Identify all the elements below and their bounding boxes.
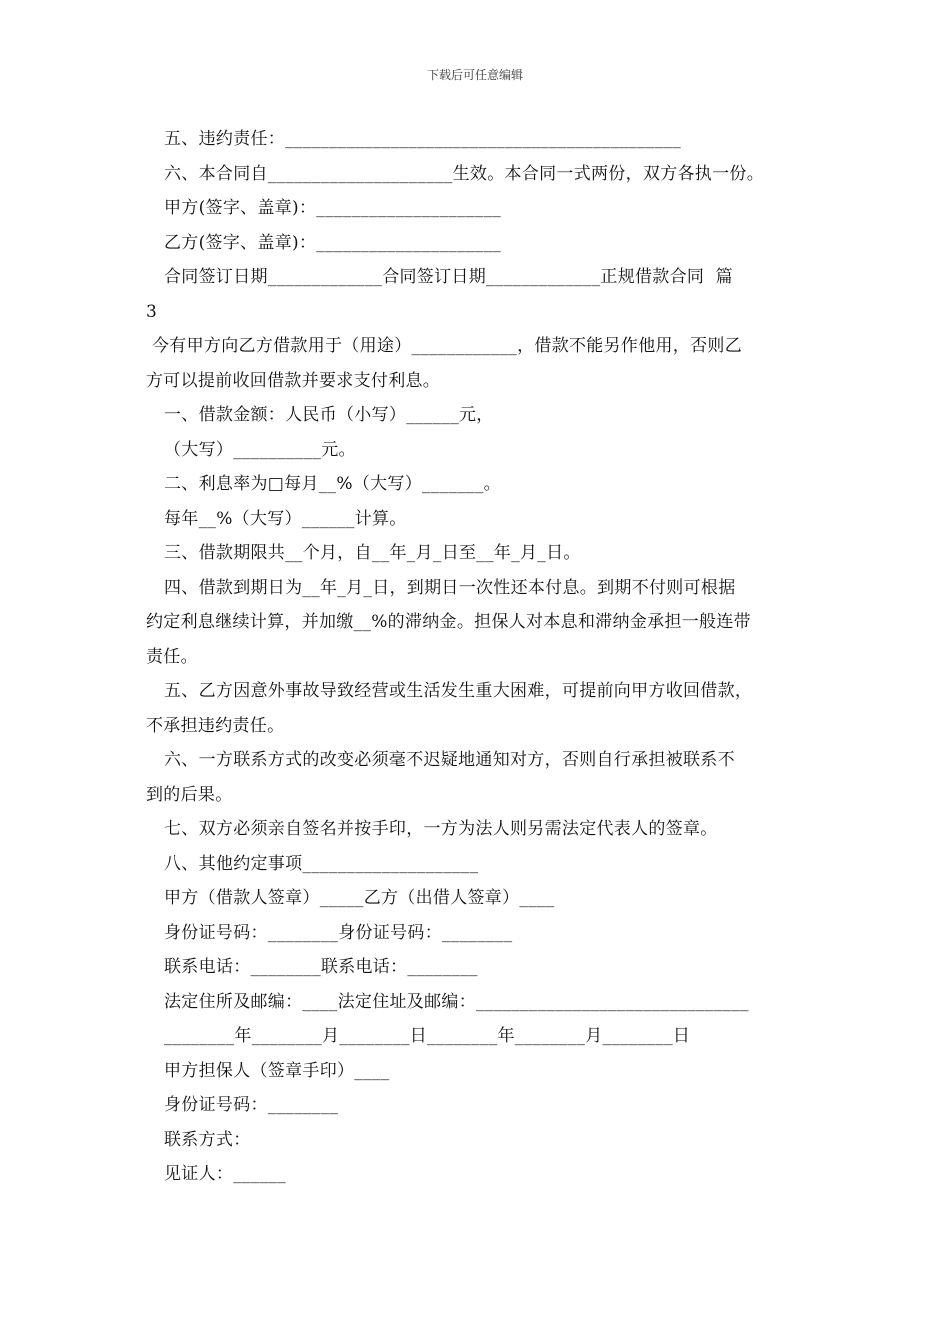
clause-due-date: 四、借款到期日为__年_月_日，到期日一次性还本付息。到期不付则可根据	[164, 577, 736, 598]
clause-other-matters: 八、其他约定事项____________________	[164, 853, 479, 874]
guarantor-signature: 甲方担保人（签章手印）____	[164, 1060, 390, 1081]
guarantor-contact: 联系方式：	[164, 1129, 251, 1150]
address-line: 法定住所及邮编：____法定住址及邮编：_______________________________	[164, 991, 749, 1012]
page-header-note: 下载后可任意编辑	[426, 68, 523, 82]
clause-contact-change-cont: 到的后果。	[146, 784, 233, 805]
clause-due-date-cont: 约定利息继续计算，并加缴__%的滞纳金。担保人对本息和滞纳金承担一般连带	[146, 612, 751, 632]
signing-date-line: 合同签订日期_____________合同签订日期_____________正规借款合同 篇	[164, 267, 733, 287]
date-line: ________年________月________日________年________月________日	[164, 1026, 691, 1046]
clause-interest-monthly: 二、利息率为□每月__%（大写）_______。	[164, 474, 501, 494]
party-a-signature: 甲方(签字、盖章)：_____________________	[164, 198, 502, 218]
clause-effective-date: 六、本合同自_____________________生效。本合同一式两份，双方各执一份。	[164, 163, 764, 184]
clause-breach-liability: 五、违约责任：_____________________________________________	[164, 129, 682, 149]
borrower-lender-signature: 甲方（借款人签章）_____乙方（出借人签章）____	[164, 888, 555, 908]
loan-purpose-paragraph-cont: 方可以提前收回借款并要求支付利息。	[146, 370, 441, 391]
id-number-line: 身份证号码：________身份证号码：________	[164, 922, 513, 943]
section-number: 3	[146, 301, 158, 322]
contract-body	[146, 122, 826, 1192]
clause-due-date-cont-2: 责任。	[146, 646, 198, 667]
clause-contact-change: 六、一方联系方式的改变必须毫不迟疑地通知对方，否则自行承担被联系不	[164, 750, 735, 770]
clause-loan-amount-capital: （大写）__________元。	[164, 439, 356, 460]
guarantor-id-number: 身份证号码：________	[164, 1095, 339, 1115]
witness-line: 见证人：______	[164, 1164, 286, 1184]
clause-interest-yearly: 每年__%（大写）______计算。	[164, 508, 407, 529]
clause-loan-amount: 一、借款金额：人民币（小写）______元，	[164, 405, 494, 425]
clause-signatures: 七、双方必须亲自签名并按手印，一方为法人则另需法定代表人的签章。	[164, 819, 718, 839]
clause-early-recall-cont: 不承担违约责任。	[146, 715, 285, 736]
clause-loan-term: 三、借款期限共__个月，自__年_月_日至__年_月_日。	[164, 543, 581, 563]
phone-line: 联系电话：________联系电话：________	[164, 957, 478, 977]
party-b-signature: 乙方(签字、盖章)：_____________________	[164, 232, 502, 253]
clause-early-recall: 五、乙方因意外事故导致经营或生活发生重大困难，可提前向甲方收回借款，	[164, 681, 753, 701]
loan-purpose-paragraph: 今有甲方向乙方借款用于（用途）____________，借款不能另作他用，否则乙	[152, 336, 742, 356]
